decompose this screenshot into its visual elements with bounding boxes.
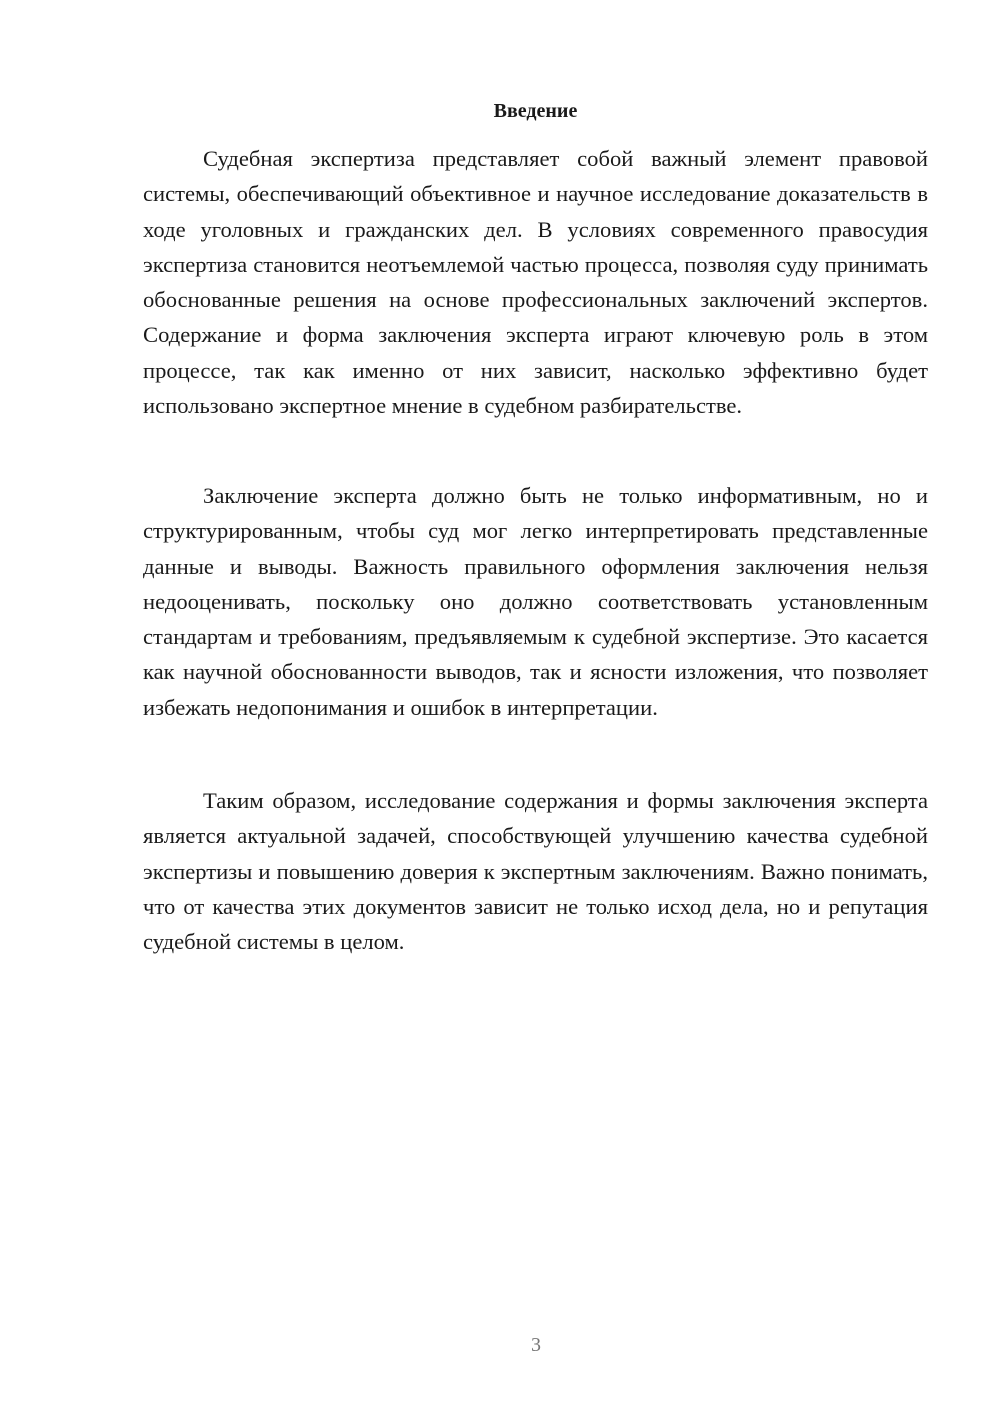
section-heading: Введение bbox=[493, 100, 578, 122]
body-paragraph-1 bbox=[143, 141, 928, 423]
paragraph-text: Судебная экспертиза представляет собой важный элемент правовой системы, обеспечивающий объективное и научное исследование доказательств в ходе уголовных и гражданских дел. В условиях современного правосудия экспертиза становится неотъемлемой частью процесса, позволяя суду принимать обоснованные решения на основе профессиональных заключений экспертов. Содержание и форма заключения эксперта играют ключевую роль в этом процессе, так как именно от них зависит, насколько эффективно будет использовано экспертное мнение в судебном разбирательстве. bbox=[143, 146, 928, 419]
page-number: 3 bbox=[531, 1334, 541, 1356]
body-paragraph-3 bbox=[143, 783, 928, 959]
paragraph-text: Заключение эксперта должно быть не только информативным, но и структурированным, чтобы суд мог легко интерпретировать представленные данные и выводы. Важность правильного оформления заключения нельзя недооценивать, поскольку оно должно соответствовать установленным стандартам и требованиям, предъявляемым к судебной экспертизе. Это касается как научной обоснованности выводов, так и ясности изложения, что позволяет избежать недопонимания и ошибок в интерпретации. bbox=[143, 483, 928, 720]
body-paragraph-2 bbox=[143, 478, 928, 725]
paragraph-text: Таким образом, исследование содержания и формы заключения эксперта является актуальной задачей, способствующей улучшению качества судебной экспертизы и повышению доверия к экспертным заключениям. Важно понимать, что от качества этих документов зависит не только исход дела, но и репутация судебной системы в целом. bbox=[143, 788, 928, 955]
